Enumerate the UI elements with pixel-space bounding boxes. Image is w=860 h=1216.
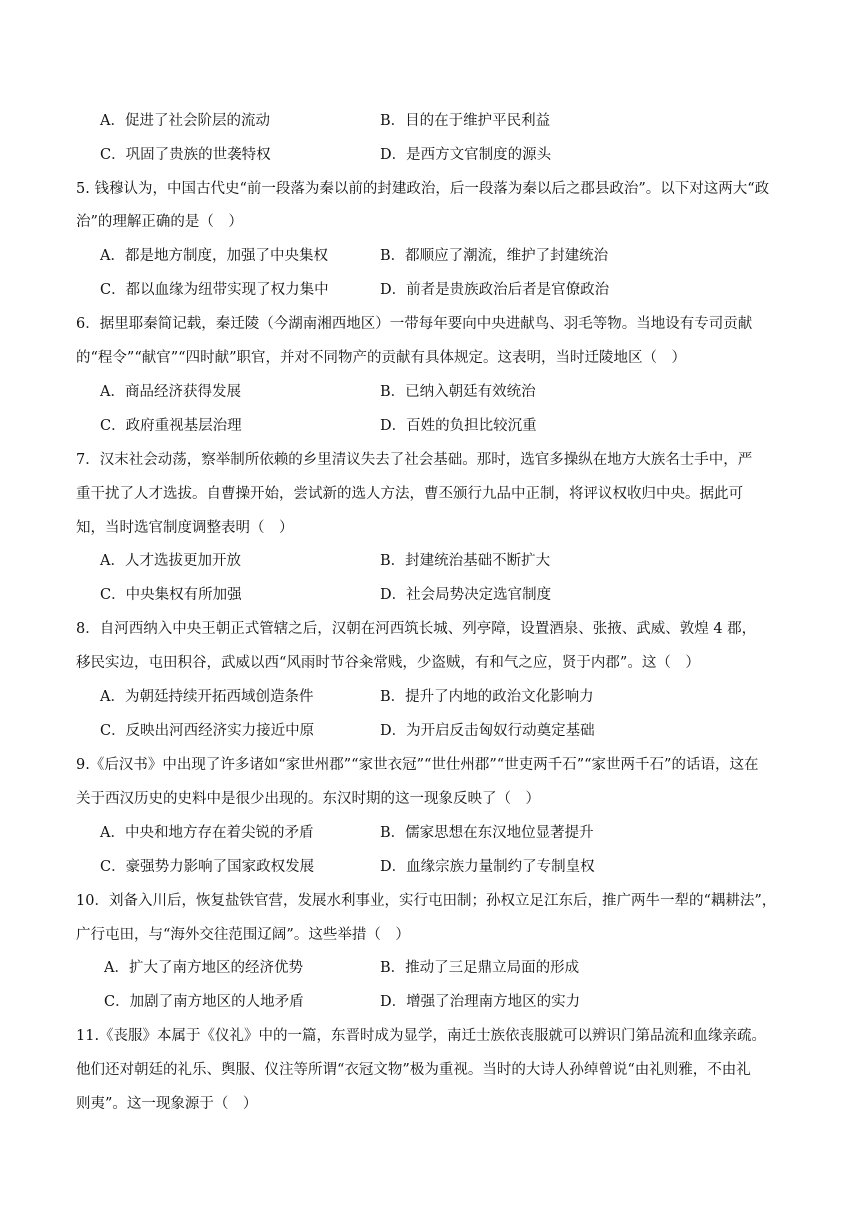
q9-option-b: B．儒家思想在东汉地位显著提升 (380, 825, 594, 841)
q8-stem-line-1: 8．自河西纳入中央王朝正式管辖之后，汉朝在河西筑长城、列亭障，设置酒泉、张掖、武威、敦煌 4 郡， (76, 621, 757, 637)
q4-option-b: B．目的在于维护平民利益 (380, 113, 551, 129)
q8-option-c: C．反映出河西经济实力接近中原 (100, 723, 315, 739)
q5-stem-line-2: 治”的理解正确的是（ ） (76, 214, 243, 230)
q5-option-a: A．都是地方制度，加强了中央集权 (100, 248, 328, 264)
q10-option-b: B．推动了三足鼎立局面的形成 (380, 960, 580, 976)
q7-option-d: D．社会局势决定选官制度 (380, 587, 552, 603)
q9-stem-line-2: 关于西汉历史的史料中是很少出现的。东汉时期的这一现象反映了（ ） (76, 791, 540, 807)
q4-option-d: D．是西方文官制度的源头 (380, 147, 552, 163)
q9-option-a: A．中央和地方存在着尖锐的矛盾 (100, 825, 314, 841)
q7-stem-line-3: 知，当时选官制度调整表明（ ） (76, 520, 294, 536)
q11-stem-line-1: 11.《丧服》本属于《仪礼》中的一篇，东晋时成为显学，南迁士族依丧服就可以辨识门第品流和血缘亲疏。 (76, 1028, 767, 1044)
q9-stem-line-1: 9.《后汉书》中出现了许多诸如“家世州郡”“家世衣冠”“世仕州郡”“世吏两千石”“家世两千石”的话语，这在 (76, 757, 759, 773)
q7-option-c: C．中央集权有所加强 (100, 587, 242, 603)
q8-option-a: A．为朝廷持续开拓西域创造条件 (100, 689, 314, 705)
q7-option-a: A．人才选拔更加开放 (100, 553, 241, 569)
q6-option-d: D．百姓的负担比较沉重 (380, 418, 537, 434)
q10-option-a: A．扩大了南方地区的经济优势 (104, 960, 303, 976)
q8-option-d: D．为开启反击匈奴行动奠定基础 (380, 723, 595, 739)
q7-stem-line-2: 重干扰了人才选拔。自曹操开始，尝试新的选人方法，曹丕颁行九品中正制，将评议权收归中央。据此可 (76, 486, 743, 502)
q4-option-c: C．巩固了贵族的世袭特权 (100, 147, 271, 163)
q6-stem-line-2: 的“程令”“献官”“四时献”职官，并对不同物产的贡献有具体规定。这表明，当时迁陵地区（ ） (76, 350, 686, 366)
q7-option-b: B．封建统治基础不断扩大 (380, 553, 551, 569)
q7-stem-line-1: 7．汉末社会动荡，察举制所依赖的乡里清议失去了社会基础。那时，选官多操纵在地方大族名士手中，严 (76, 452, 753, 468)
q6-option-a: A．商品经济获得发展 (100, 384, 241, 400)
q6-option-c: C．政府重视基层治理 (100, 418, 242, 434)
q6-stem-line-1: 6．据里耶秦简记载，秦迁陵（今湖南湘西地区）一带每年要向中央进献鸟、羽毛等物。当地设有专司贡献 (76, 316, 753, 332)
q9-option-d: D．血缘宗族力量制约了专制皇权 (380, 859, 595, 875)
q6-option-b: B．已纳入朝廷有效统治 (380, 384, 536, 400)
q11-stem-line-2: 他们还对朝廷的礼乐、舆服、仪注等所谓“衣冠文物”极为重视。当时的大诗人孙绰曾说“由礼则雅，不由礼 (76, 1062, 751, 1078)
q5-option-d: D．前者是贵族政治后者是官僚政治 (380, 282, 610, 298)
q10-option-c: C．加剧了南方地区的人地矛盾 (104, 994, 304, 1010)
q8-stem-line-2: 移民实边，屯田积谷，武威以西“风雨时节谷籴常贱，少盗贼，有和气之应，贤于内郡”。这（ ） (76, 655, 700, 671)
q10-option-d: D．增强了治理南方地区的实力 (380, 994, 581, 1010)
q5-stem-line-1: 5. 钱穆认为，中国古代史“前一段落为秦以前的封建政治，后一段落为秦以后之郡县政治”。以下对这两大“政 (76, 181, 770, 197)
q10-stem-line-2: 广行屯田，与“海外交往范围辽阔”。这些举措（ ） (76, 927, 410, 943)
q5-option-b: B．都顺应了潮流，维护了封建统治 (380, 248, 609, 264)
q11-stem-line-3: 则夷”。这一现象源于（ ） (76, 1096, 258, 1112)
q8-option-b: B．提升了内地的政治文化影响力 (380, 689, 594, 705)
q10-stem-line-1: 10．刘备入川后，恢复盐铁官营，发展水利事业，实行屯田制；孙权立足江东后，推广两牛一犁的“耦耕法”， (76, 893, 777, 909)
q4-option-a: A．促进了社会阶层的流动 (100, 113, 270, 129)
q9-option-c: C．豪强势力影响了国家政权发展 (100, 859, 315, 875)
q5-option-c: C．都以血缘为纽带实现了权力集中 (100, 282, 329, 298)
